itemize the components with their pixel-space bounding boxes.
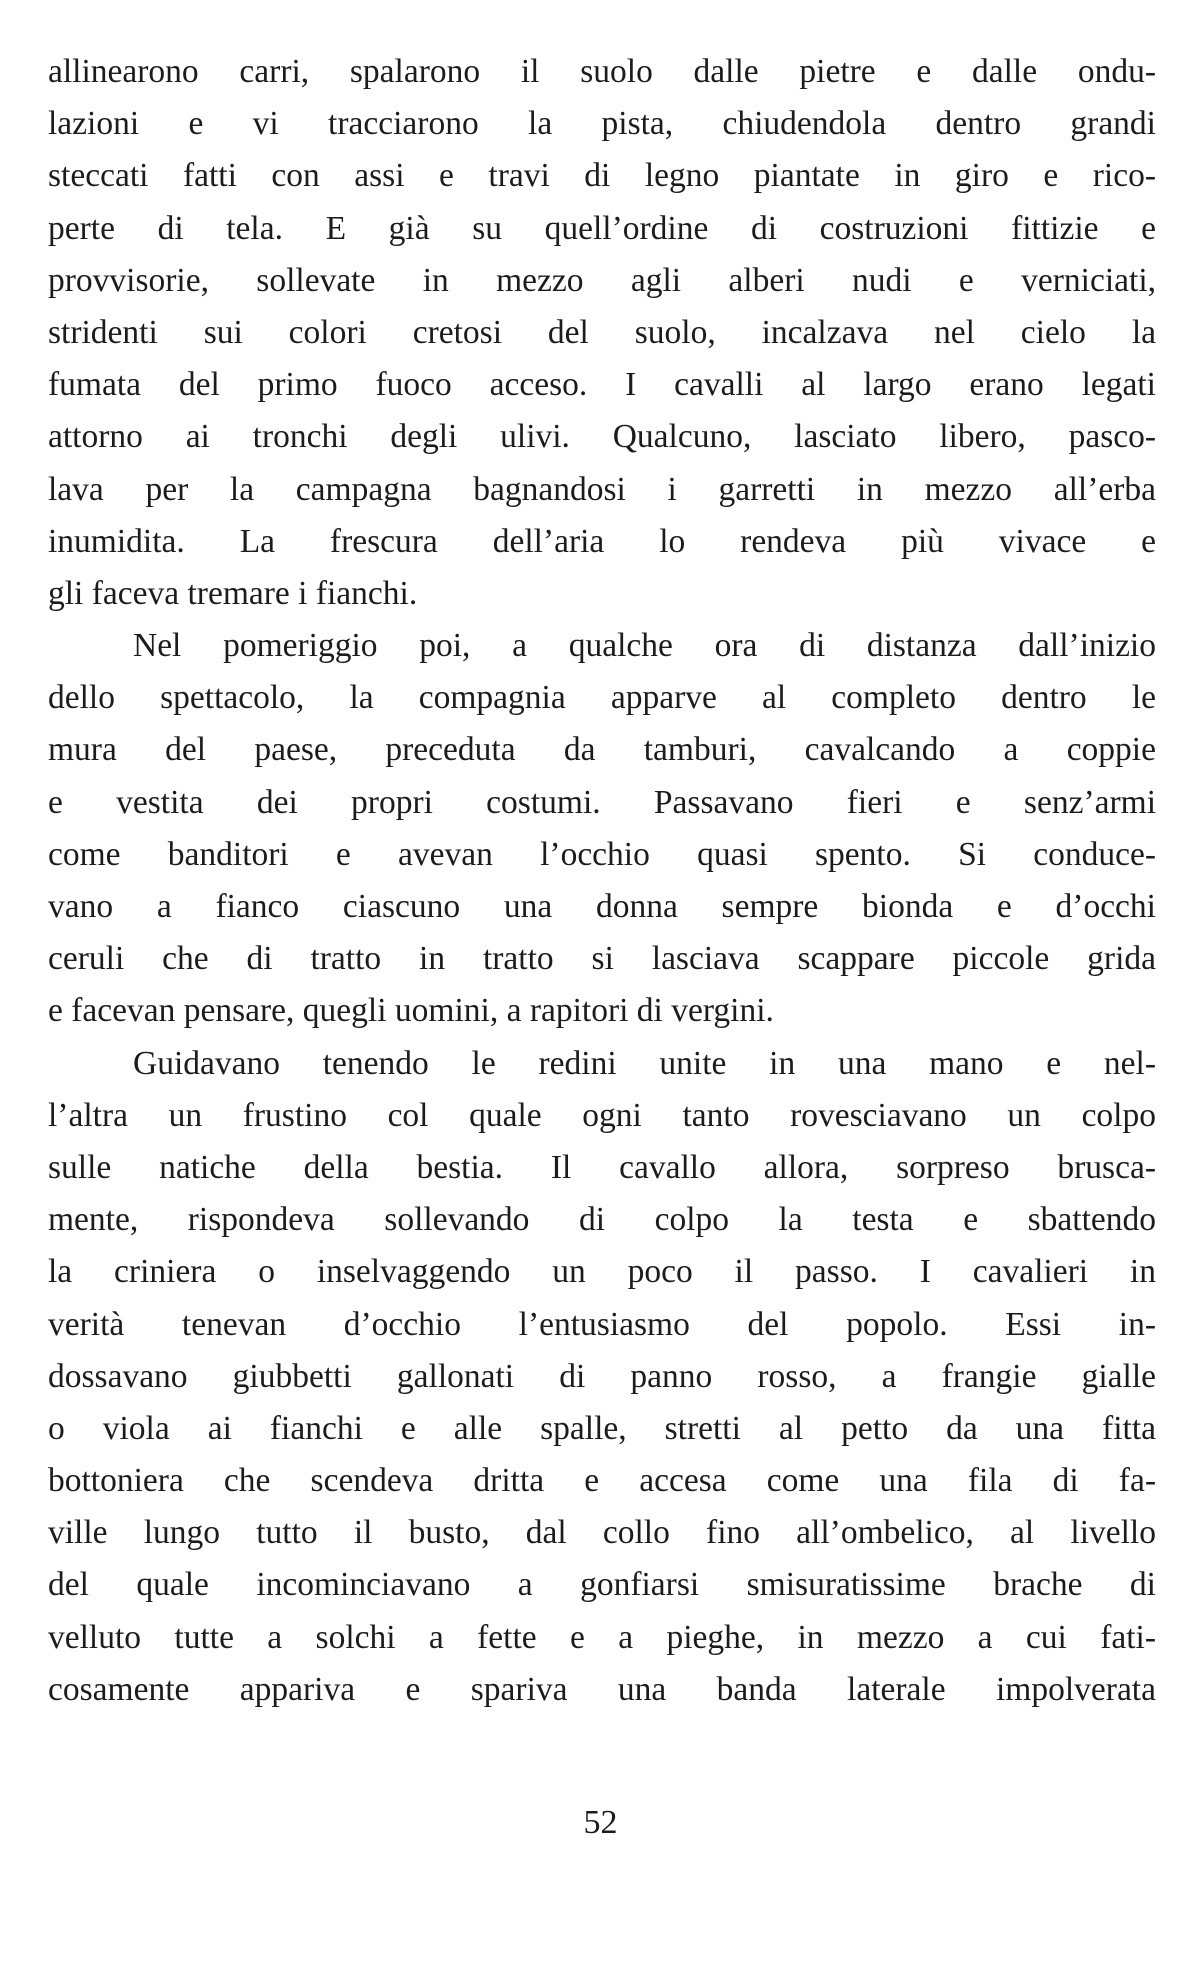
text-line: vano a fianco ciascuno una donna sempre bionda e d’occhi xyxy=(48,888,1156,925)
paragraph-start-line: Nel pomeriggio poi, a qualche ora di distanza dall’inizio xyxy=(133,627,1156,665)
text-line: lazioni e vi tracciarono la pista, chiudendola dentro grandi xyxy=(48,105,1156,143)
text-line: allinearono carri, spalarono il suolo dalle pietre e dalle ondu- xyxy=(48,53,1156,90)
text-line: del quale incominciavano a gonfiarsi smisuratissime brache di xyxy=(48,1566,1156,1604)
text-line: ville lungo tutto il busto, dal collo fino all’ombelico, al livello xyxy=(48,1514,1156,1552)
paragraph-end-line: e facevan pensare, quegli uomini, a rapitori di vergini. xyxy=(48,992,774,1030)
text-line: e vestita dei propri costumi. Passavano fieri e senz’armi xyxy=(48,783,1156,821)
text-line: cosamente appariva e spariva una banda laterale impolverata xyxy=(48,1670,1156,1708)
text-line: l’altra un frustino col quale ogni tanto rovesciavano un colpo xyxy=(48,1096,1156,1134)
text-line: mente, rispondeva sollevando di colpo la testa e sbattendo xyxy=(48,1201,1156,1239)
page-number: 52 xyxy=(583,1804,618,1841)
text-line: sulle natiche della bestia. Il cavallo allora, sorpreso brusca- xyxy=(48,1148,1156,1186)
text-line: fumata del primo fuoco acceso. I cavalli al largo erano legati xyxy=(48,366,1156,404)
text-line: mura del paese, preceduta da tamburi, cavalcando a coppie xyxy=(48,731,1156,769)
text-line: dello spettacolo, la compagnia apparve al completo dentro le xyxy=(48,679,1156,717)
body-text xyxy=(48,46,1156,1716)
text-line: inumidita. La frescura dell’aria lo rendeva più vivace e xyxy=(48,522,1156,560)
paragraph-start-line: Guidavano tenendo le redini unite in una mano e nel- xyxy=(133,1044,1156,1082)
text-line: dossavano giubbetti gallonati di panno rosso, a frangie gialle xyxy=(48,1357,1156,1395)
text-line: provvisorie, sollevate in mezzo agli alberi nudi e verniciati, xyxy=(48,261,1156,299)
text-line: stridenti sui colori cretosi del suolo, incalzava nel cielo la xyxy=(48,313,1156,351)
text-line: verità tenevan d’occhio l’entusiasmo del popolo. Essi in- xyxy=(48,1305,1156,1343)
text-line: lava per la campagna bagnandosi i garretti in mezzo all’erba xyxy=(48,470,1156,508)
text-line: velluto tutte a solchi a fette e a pieghe, in mezzo a cui fati- xyxy=(48,1618,1156,1656)
text-line: bottoniera che scendeva dritta e accesa come una fila di fa- xyxy=(48,1462,1156,1500)
text-line: la criniera o inselvaggendo un poco il passo. I cavalieri in xyxy=(48,1253,1156,1291)
text-line: ceruli che di tratto in tratto si lasciava scappare piccole grida xyxy=(48,940,1156,978)
paragraph-end-line: gli faceva tremare i fianchi. xyxy=(48,574,418,612)
text-line: o viola ai fianchi e alle spalle, stretti al petto da una fitta xyxy=(48,1409,1156,1447)
text-line: come banditori e avevan l’occhio quasi spento. Si conduce- xyxy=(48,835,1156,873)
text-line: attorno ai tronchi degli ulivi. Qualcuno, lasciato libero, pasco- xyxy=(48,418,1156,456)
text-line: steccati fatti con assi e travi di legno piantate in giro e rico- xyxy=(48,157,1156,195)
text-line: perte di tela. E già su quell’ordine di costruzioni fittizie e xyxy=(48,209,1156,247)
